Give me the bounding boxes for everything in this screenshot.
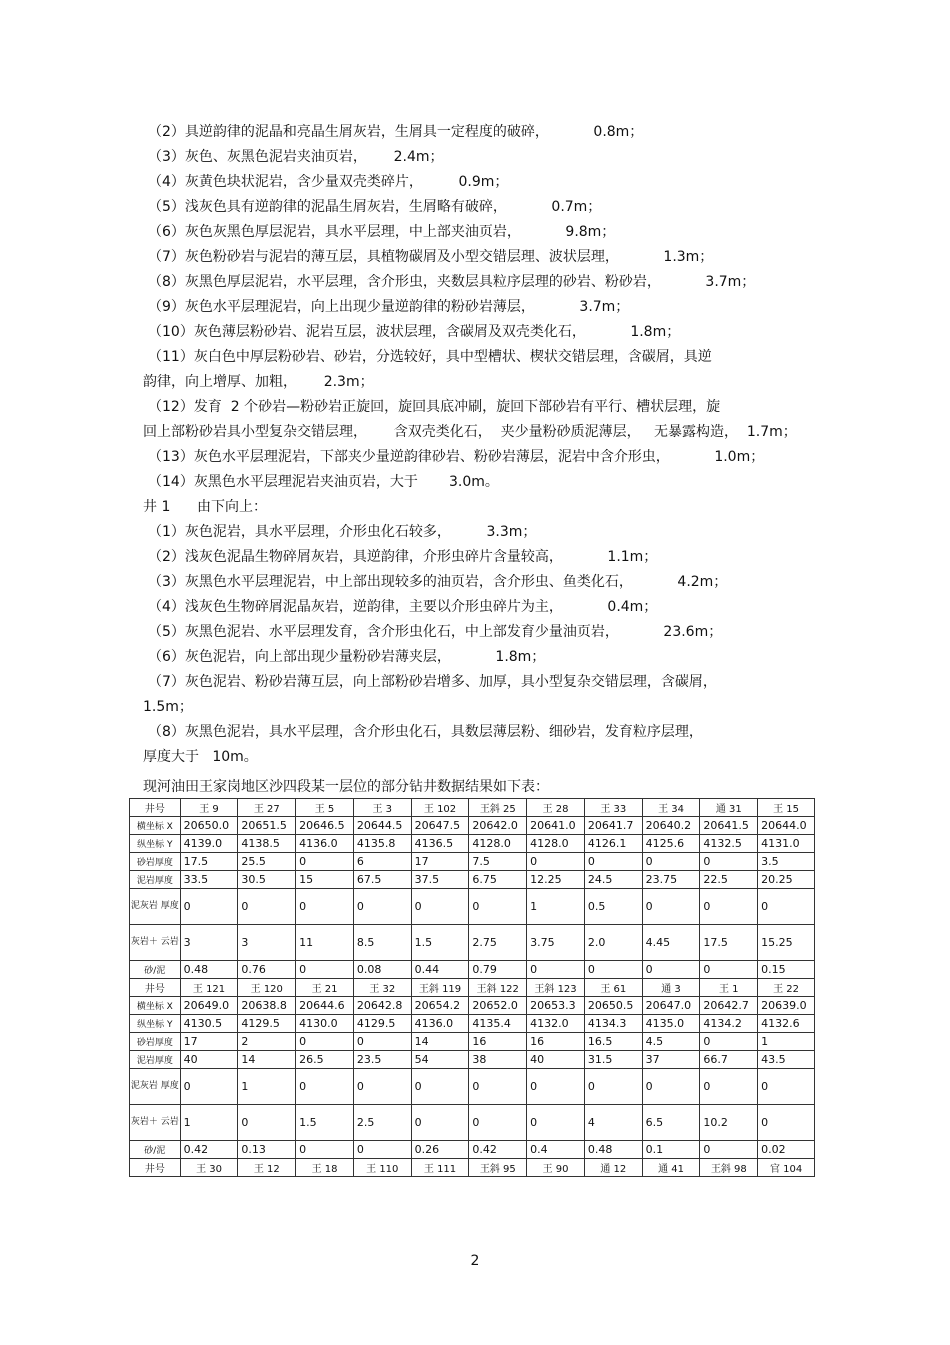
table-cell: 官 104 (758, 1159, 815, 1177)
table-cell: 20642.8 (353, 997, 411, 1015)
table-cell: 0 (180, 889, 238, 925)
row-label-cell: 灰岩＋ 云岩 (130, 925, 181, 961)
table-cell: 20650.5 (584, 997, 642, 1015)
table-cell: 0.26 (411, 1141, 469, 1159)
text-line: （1）灰色泥岩，具水平层理，介形虫化石较多， 3.3m； (148, 524, 537, 540)
table-cell: 11 (296, 925, 354, 961)
row-label-cell: 泥岩厚度 (130, 1051, 181, 1069)
table-cell: 20642.7 (700, 997, 758, 1015)
table-cell: 4135.0 (642, 1015, 700, 1033)
table-cell: 王斜 119 (411, 979, 469, 997)
table-cell: 通 31 (700, 799, 758, 817)
row-label-cell: 砂/泥 (130, 1141, 181, 1159)
table-cell: 2.0 (584, 925, 642, 961)
table-cell: 0 (700, 1033, 758, 1051)
table-cell: 4136.5 (411, 835, 469, 853)
row-label-cell: 横坐标 X (130, 997, 181, 1015)
table-cell: 16.5 (584, 1033, 642, 1051)
table-cell: 0 (353, 1069, 411, 1105)
table-cell: 0 (296, 1033, 354, 1051)
table-cell: 0 (642, 961, 700, 979)
table-cell: 4135.8 (353, 835, 411, 853)
table-cell: 王 9 (180, 799, 238, 817)
table-cell: 王 12 (238, 1159, 296, 1177)
table-cell: 20654.2 (411, 997, 469, 1015)
table-cell: 17.5 (180, 853, 238, 871)
table-cell: 0.4 (527, 1141, 585, 1159)
table-cell: 26.5 (296, 1051, 354, 1069)
table-cell: 王斜 95 (469, 1159, 527, 1177)
table-cell: 1.5 (296, 1105, 354, 1141)
table-cell: 0 (584, 853, 642, 871)
table-cell: 0 (469, 889, 527, 925)
row-label-cell: 泥灰岩 厚度 (130, 1069, 181, 1105)
table-cell: 王 18 (296, 1159, 354, 1177)
table-cell: 20641.0 (527, 817, 585, 835)
text-line: （9）灰色水平层理泥岩，向上出现少量逆韵律的粉砂岩薄层， 3.7m； (148, 299, 630, 315)
table-cell: 17.5 (700, 925, 758, 961)
table-cell: 0.02 (758, 1141, 815, 1159)
text-line: 井 1 由下向上： (143, 499, 268, 515)
table-cell: 0 (527, 853, 585, 871)
table-cell: 30.5 (238, 871, 296, 889)
table-cell: 4128.0 (527, 835, 585, 853)
table-cell: 54 (411, 1051, 469, 1069)
table-cell: 20650.0 (180, 817, 238, 835)
table-cell: 王 15 (758, 799, 815, 817)
row-label-cell: 灰岩＋ 云岩 (130, 1105, 181, 1141)
table-cell: 37.5 (411, 871, 469, 889)
table-row (130, 871, 815, 889)
table-cell: 0 (758, 889, 815, 925)
table-cell: 2 (238, 1033, 296, 1051)
text-line: 1.5m； (143, 699, 193, 715)
table-cell: 4132.0 (527, 1015, 585, 1033)
table-cell: 0 (296, 889, 354, 925)
table-cell: 25.5 (238, 853, 296, 871)
table-cell: 王 3 (353, 799, 411, 817)
table-cell: 0.44 (411, 961, 469, 979)
text-line: （2）具逆韵律的泥晶和亮晶生屑灰岩，生屑具一定程度的破碎， 0.8m； (148, 124, 644, 140)
text-line: 厚度大于 10m。 (143, 749, 258, 765)
table-cell: 20642.0 (469, 817, 527, 835)
text-line: （4）浅灰色生物碎屑泥晶灰岩，逆韵律，主要以介形虫碎片为主， 0.4m； (148, 599, 658, 615)
table-cell: 4132.6 (758, 1015, 815, 1033)
table-cell: 0 (584, 1069, 642, 1105)
table-cell: 16 (527, 1033, 585, 1051)
table-cell: 4134.2 (700, 1015, 758, 1033)
table-cell: 23.5 (353, 1051, 411, 1069)
table-cell: 16 (469, 1033, 527, 1051)
table-cell: 14 (411, 1033, 469, 1051)
table-cell: 4131.0 (758, 835, 815, 853)
table-cell: 王斜 122 (469, 979, 527, 997)
table-cell: 20647.0 (642, 997, 700, 1015)
table-cell: 4130.0 (296, 1015, 354, 1033)
table-cell: 6.5 (642, 1105, 700, 1141)
table-cell: 20653.3 (527, 997, 585, 1015)
table-cell: 2.5 (353, 1105, 411, 1141)
table-cell: 31.5 (584, 1051, 642, 1069)
table-cell: 0 (353, 889, 411, 925)
table-cell: 通 12 (584, 1159, 642, 1177)
row-label-cell: 纵坐标 Y (130, 835, 181, 853)
table-cell: 4134.3 (584, 1015, 642, 1033)
table-cell: 0.5 (584, 889, 642, 925)
table-cell: 0 (700, 853, 758, 871)
table-cell: 0.15 (758, 961, 815, 979)
table-cell: 0 (527, 1105, 585, 1141)
table-cell: 0 (180, 1069, 238, 1105)
row-label-cell: 泥灰岩 厚度 (130, 889, 181, 925)
table-cell: 7.5 (469, 853, 527, 871)
text-line: （4）灰黄色块状泥岩，含少量双壳类碎片， 0.9m； (148, 174, 509, 190)
table-cell: 40 (527, 1051, 585, 1069)
table-cell: 0.76 (238, 961, 296, 979)
table-cell: 20641.7 (584, 817, 642, 835)
text-line: （3）灰黑色水平层理泥岩，中上部出现较多的油页岩，含介形虫、鱼类化石， 4.2m； (148, 574, 728, 590)
text-line: （12）发育 2 个砂岩—粉砂岩正旋回，旋回具底冲刷，旋回下部砂岩有平行、槽状层理，旋 (148, 399, 721, 415)
table-cell: 0 (700, 961, 758, 979)
table-cell: 20649.0 (180, 997, 238, 1015)
table-header-row (130, 979, 815, 997)
table-row (130, 1105, 815, 1141)
table-cell: 20640.2 (642, 817, 700, 835)
table-header-row (130, 1159, 815, 1177)
text-line: （8）灰黑色泥岩，具水平层理，含介形虫化石，具数层薄层粉、细砂岩，发育粒序层理， (148, 724, 703, 740)
table-row (130, 889, 815, 925)
table-cell: 王 22 (758, 979, 815, 997)
table-row (130, 853, 815, 871)
table-cell: 王 27 (238, 799, 296, 817)
table-cell: 20644.0 (758, 817, 815, 835)
table-cell: 38 (469, 1051, 527, 1069)
table-row (130, 835, 815, 853)
table-cell: 王斜 98 (700, 1159, 758, 1177)
table-cell: 1 (180, 1105, 238, 1141)
table-cell: 4125.6 (642, 835, 700, 853)
table-cell: 3.5 (758, 853, 815, 871)
table-cell: 4128.0 (469, 835, 527, 853)
table-cell: 17 (180, 1033, 238, 1051)
table-cell: 12.25 (527, 871, 585, 889)
table-cell: 王斜 123 (527, 979, 585, 997)
table-cell: 0 (411, 889, 469, 925)
table-cell: 4 (584, 1105, 642, 1141)
table-header-row (130, 799, 815, 817)
table-cell: 0 (469, 1105, 527, 1141)
table-cell: 4130.5 (180, 1015, 238, 1033)
text-line: （7）灰色粉砂岩与泥岩的薄互层，具植物碳屑及小型交错层理、波状层理， 1.3m； (148, 249, 714, 265)
row-label-cell: 砂岩厚度 (130, 853, 181, 871)
table-cell: 4136.0 (411, 1015, 469, 1033)
table-cell: 0.13 (238, 1141, 296, 1159)
table-cell: 4129.5 (238, 1015, 296, 1033)
table-cell: 0 (353, 1033, 411, 1051)
table-cell: 王 111 (411, 1159, 469, 1177)
row-label-cell: 泥岩厚度 (130, 871, 181, 889)
table-cell: 4.5 (642, 1033, 700, 1051)
table-cell: 1 (238, 1069, 296, 1105)
table-cell: 0 (527, 1069, 585, 1105)
table-cell: 王 102 (411, 799, 469, 817)
table-cell: 王 28 (527, 799, 585, 817)
table-cell: 0 (642, 889, 700, 925)
row-label-cell: 纵坐标 Y (130, 1015, 181, 1033)
table-cell: 40 (180, 1051, 238, 1069)
table-cell: 10.2 (700, 1105, 758, 1141)
table-cell: 王 110 (353, 1159, 411, 1177)
table-cell: 0 (527, 961, 585, 979)
table-cell: 王 32 (353, 979, 411, 997)
table-cell: 15.25 (758, 925, 815, 961)
table-cell: 17 (411, 853, 469, 871)
table-cell: 王 121 (180, 979, 238, 997)
row-label-cell: 井号 (130, 979, 181, 997)
table-cell: 0 (353, 1141, 411, 1159)
table-cell: 20646.5 (296, 817, 354, 835)
text-line: （5）灰黑色泥岩、水平层理发育，含介形虫化石，中上部发育少量油页岩， 23.6m； (148, 624, 723, 640)
table-cell: 4.45 (642, 925, 700, 961)
table-cell: 王 5 (296, 799, 354, 817)
table-cell: 0 (296, 853, 354, 871)
table-cell: 20641.5 (700, 817, 758, 835)
table-cell: 20652.0 (469, 997, 527, 1015)
table-row (130, 817, 815, 835)
table-cell: 0 (642, 853, 700, 871)
table-cell: 6.75 (469, 871, 527, 889)
text-line: （3）灰色、灰黑色泥岩夹油页岩， 2.4m； (148, 149, 444, 165)
table-row (130, 1069, 815, 1105)
table-cell: 4139.0 (180, 835, 238, 853)
table-cell: 0 (642, 1069, 700, 1105)
table-cell: 1 (527, 889, 585, 925)
table-cell: 3 (180, 925, 238, 961)
table-cell: 20.25 (758, 871, 815, 889)
table-cell: 0 (469, 1069, 527, 1105)
table-cell: 20639.0 (758, 997, 815, 1015)
table-cell: 王 1 (700, 979, 758, 997)
table-cell: 4136.0 (296, 835, 354, 853)
table-row (130, 1015, 815, 1033)
table-cell: 3.75 (527, 925, 585, 961)
table-cell: 37 (642, 1051, 700, 1069)
row-label-cell: 井号 (130, 1159, 181, 1177)
table-row (130, 1141, 815, 1159)
table-cell: 王 61 (584, 979, 642, 997)
table-cell: 67.5 (353, 871, 411, 889)
text-line: （11）灰白色中厚层粉砂岩、砂岩，分选较好，具中型槽状、楔状交错层理，含碳屑，具逆 (148, 349, 712, 365)
text-line: （2）浅灰色泥晶生物碎屑灰岩，具逆韵律，介形虫碎片含量较高， 1.1m； (148, 549, 658, 565)
table-row (130, 961, 815, 979)
table-cell: 24.5 (584, 871, 642, 889)
page-number: 2 (470, 1253, 480, 1269)
text-line: （6）灰色泥岩，向上部出现少量粉砂岩薄夹层， 1.8m； (148, 649, 546, 665)
table-row (130, 997, 815, 1015)
table-cell: 0.42 (180, 1141, 238, 1159)
table-row (130, 925, 815, 961)
text-line: （10）灰色薄层粉砂岩、泥岩互层，波状层理，含碳屑及双壳类化石， 1.8m； (148, 324, 681, 340)
table-cell: 20651.5 (238, 817, 296, 835)
text-line: 现河油田王家岗地区沙四段某一层位的部分钻井数据结果如下表： (143, 779, 549, 795)
row-label-cell: 砂/泥 (130, 961, 181, 979)
table-cell: 20644.6 (296, 997, 354, 1015)
table-cell: 0 (758, 1069, 815, 1105)
table-cell: 通 41 (642, 1159, 700, 1177)
table-cell: 0 (584, 961, 642, 979)
table-cell: 66.7 (700, 1051, 758, 1069)
text-line: （7）灰色泥岩、粉砂岩薄互层，向上部粉砂岩增多、加厚，具小型复杂交错层理，含碳屑， (148, 674, 717, 690)
table-cell: 22.5 (700, 871, 758, 889)
text-line: 韵律，向上增厚、加粗， 2.3m； (143, 374, 374, 390)
table-cell: 23.75 (642, 871, 700, 889)
table-cell: 0 (700, 1141, 758, 1159)
text-line: 回上部粉砂岩具小型复杂交错层理， 含双壳类化石， 夹少量粉砂质泥薄层， 无暴露构造， 1.7m； (143, 424, 797, 440)
table-cell: 0.08 (353, 961, 411, 979)
table-cell: 3 (238, 925, 296, 961)
table-row (130, 1033, 815, 1051)
table-cell: 0 (238, 889, 296, 925)
table-cell: 王 33 (584, 799, 642, 817)
row-label-cell: 井号 (130, 799, 181, 817)
table-cell: 33.5 (180, 871, 238, 889)
table-cell: 王 34 (642, 799, 700, 817)
text-line: （8）灰黑色厚层泥岩，水平层理，含介形虫，夹数层具粒序层理的砂岩、粉砂岩， 3.7m； (148, 274, 756, 290)
table-cell: 1 (758, 1033, 815, 1051)
text-line: （6）灰色灰黑色厚层泥岩，具水平层理，中上部夹油页岩， 9.8m； (148, 224, 616, 240)
row-label-cell: 砂岩厚度 (130, 1033, 181, 1051)
table-cell: 0 (700, 889, 758, 925)
text-line: （13）灰色水平层理泥岩，下部夹少量逆韵律砂岩、粉砂岩薄层，泥岩中含介形虫， 1.0m； (148, 449, 765, 465)
table-cell: 通 3 (642, 979, 700, 997)
table-cell: 0 (758, 1105, 815, 1141)
table-cell: 0 (238, 1105, 296, 1141)
table-cell: 0.79 (469, 961, 527, 979)
table-cell: 4129.5 (353, 1015, 411, 1033)
table-cell: 王 120 (238, 979, 296, 997)
table-cell: 20638.8 (238, 997, 296, 1015)
table-cell: 王斜 25 (469, 799, 527, 817)
table-cell: 14 (238, 1051, 296, 1069)
row-label-cell: 横坐标 X (130, 817, 181, 835)
table-cell: 0 (296, 1069, 354, 1105)
table-cell: 1.5 (411, 925, 469, 961)
table-cell: 0 (296, 1141, 354, 1159)
well-data-table (129, 798, 815, 1177)
table-cell: 4126.1 (584, 835, 642, 853)
table-cell: 4132.5 (700, 835, 758, 853)
table-cell: 0.48 (180, 961, 238, 979)
table-cell: 4138.5 (238, 835, 296, 853)
table-cell: 20644.5 (353, 817, 411, 835)
text-line: （5）浅灰色具有逆韵律的泥晶生屑灰岩，生屑略有破碎， 0.7m； (148, 199, 602, 215)
table-cell: 王 90 (527, 1159, 585, 1177)
table-cell: 0 (411, 1105, 469, 1141)
table-cell: 43.5 (758, 1051, 815, 1069)
table-cell: 0.42 (469, 1141, 527, 1159)
table-row (130, 1051, 815, 1069)
table-cell: 0.1 (642, 1141, 700, 1159)
table-cell: 0 (700, 1069, 758, 1105)
table-cell: 15 (296, 871, 354, 889)
table-cell: 0.48 (584, 1141, 642, 1159)
text-line: （14）灰黑色水平层理泥岩夹油页岩，大于 3.0m。 (148, 474, 499, 490)
table-cell: 0 (411, 1069, 469, 1105)
table-cell: 王 30 (180, 1159, 238, 1177)
table-cell: 8.5 (353, 925, 411, 961)
table-cell: 0 (296, 961, 354, 979)
table-cell: 2.75 (469, 925, 527, 961)
table-cell: 6 (353, 853, 411, 871)
table-cell: 王 21 (296, 979, 354, 997)
table-cell: 4135.4 (469, 1015, 527, 1033)
table-cell: 20647.5 (411, 817, 469, 835)
